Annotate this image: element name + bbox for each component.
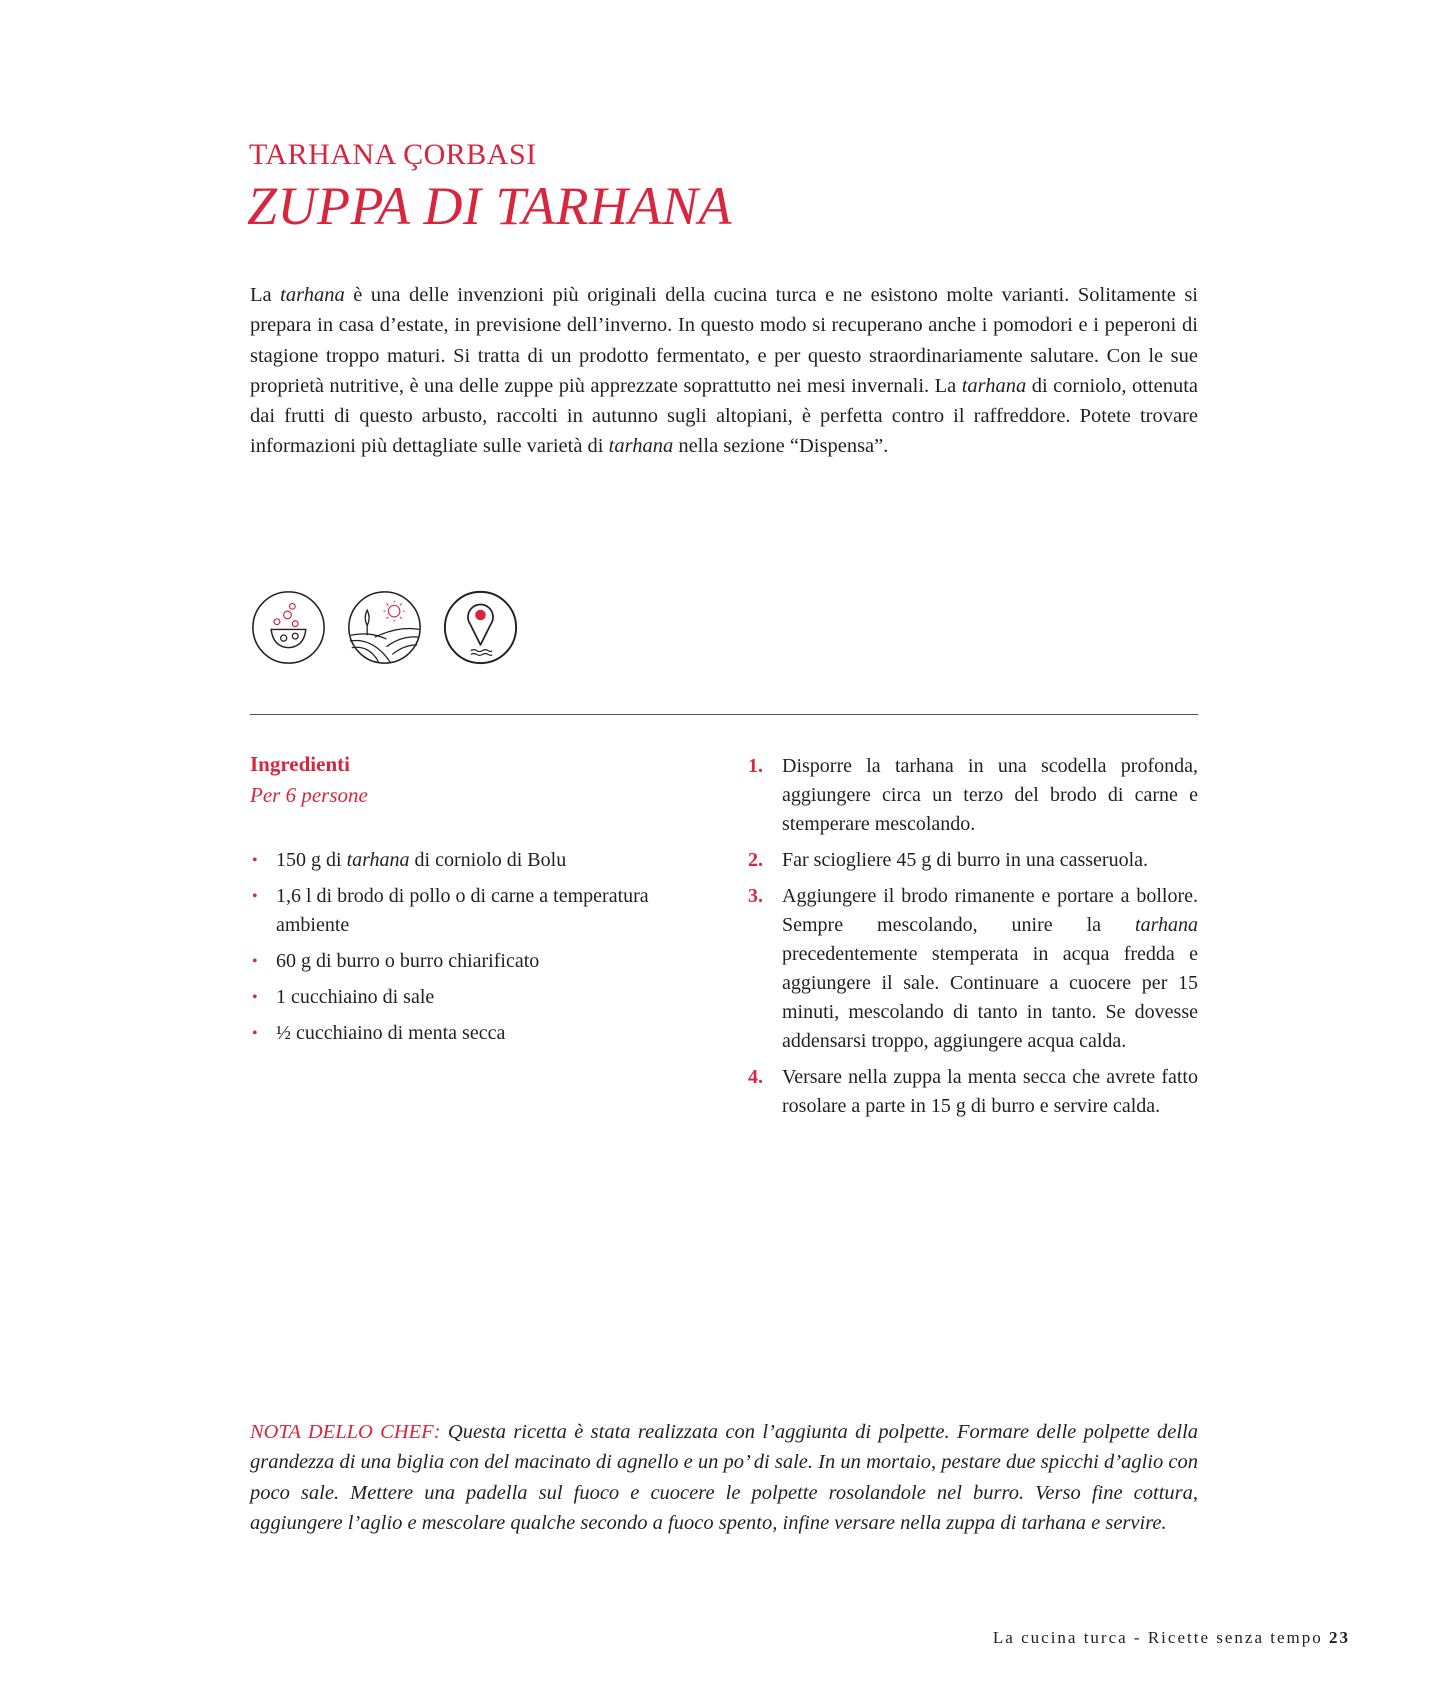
text-run: 150 g di xyxy=(276,849,347,871)
italic-term: tarhana xyxy=(1135,914,1198,936)
intro-paragraph xyxy=(250,280,1198,462)
book-title: La cucina turca - Ricette senza tempo xyxy=(992,1628,1323,1647)
ingredient-item xyxy=(250,983,700,1012)
step-number: 4. xyxy=(748,1066,763,1088)
bullet-icon: • xyxy=(252,989,258,1006)
ingredient-item xyxy=(250,1019,700,1048)
step-number: 1. xyxy=(748,755,763,777)
step-number: 3. xyxy=(748,885,763,907)
text-run: 60 g di burro o burro chiarificato xyxy=(276,950,540,972)
italic-term: tarhana xyxy=(346,849,410,871)
bullet-icon: • xyxy=(252,1025,258,1042)
text-run: 1 cucchiaino di sale xyxy=(276,986,435,1008)
text-run: 1,6 l di brodo di pollo o di carne a temperatura ambiente xyxy=(276,885,649,936)
ingredient-item xyxy=(250,846,700,875)
step-item xyxy=(748,1063,1198,1121)
soup-bowl-icon xyxy=(250,589,327,666)
step-number: 2. xyxy=(748,849,763,871)
recipe-original-name: TARHANA ÇORBASI xyxy=(249,138,537,171)
text-run: Versare nella zuppa la menta secca che avrete fatto rosolare a parte in 15 g di burro e servire calda. xyxy=(782,1066,1198,1117)
text-run: Far sciogliere 45 g di burro in una casseruola. xyxy=(782,849,1149,871)
text-run: di corniolo di Bolu xyxy=(409,849,567,871)
italic-term: tarhana xyxy=(961,374,1027,397)
chef-note-text: Questa ricetta è stata realizzata con l’aggiunta di polpette. Formare delle polpette della grandezza di una biglia con del macinato di agnello e un po’ di sale. In un mortaio, pestare due spicchi d’aglio con poco sale. Mettere una padella sul fuoco e cuocere le polpette rosolandole nel burro. Verso fine cottura, aggiungere l’aglio e mescolare qualche secondo a fuoco spento, infine versare nella zuppa di tarhana e servire. xyxy=(250,1421,1199,1534)
ingredients-list xyxy=(250,846,700,1055)
ingredients-heading: Ingredienti xyxy=(250,752,350,776)
text-run: nella sezione “Dispensa”. xyxy=(673,435,889,458)
text-run: di corniolo, ottenuta dai frutti di questo arbusto, raccolti in autunno sugli altopiani, è perfetta contro il raffreddore. Potete trovare informazioni più dettagliate sulle varietà di xyxy=(250,374,1198,458)
italic-term: tarhana xyxy=(608,435,674,458)
text-run: è una delle invenzioni più originali della cucina turca e ne esistono molte varianti. Solitamente si prepara in casa d’estate, in previsione dell’inverno. In questo modo si recuperano anche i pomodori e i peperoni di stagione troppo maturi. Si tratta di un prodotto fermentato, e per questo straordinariamente salutare. Con le sue proprietà nutritive, è una delle zuppe più apprezzate soprattutto nei mesi invernali. La xyxy=(250,284,1198,397)
step-item xyxy=(748,752,1198,839)
landscape-sun-icon xyxy=(346,589,423,666)
bullet-icon: • xyxy=(252,852,258,869)
servings-label: Per 6 persone xyxy=(250,783,368,807)
location-pin-icon xyxy=(442,589,519,666)
text-run: ½ cucchiaino di menta secca xyxy=(276,1022,506,1044)
chef-note-label: NOTA DELLO CHEF: xyxy=(250,1421,441,1443)
step-item xyxy=(748,846,1198,875)
recipe-title: ZUPPA DI TARHANA xyxy=(247,176,733,236)
page-number: 23 xyxy=(1329,1628,1350,1647)
steps-list xyxy=(748,752,1198,1128)
text-run: precedentemente stemperata in acqua fredda e aggiungere il sale. Continuare a cuocere per 15 minuti, mescolando di tanto in tanto. Se dovesse addensarsi troppo, aggiungere acqua calda. xyxy=(782,943,1198,1052)
text-run: La xyxy=(250,284,281,306)
bullet-icon: • xyxy=(252,888,258,905)
section-divider xyxy=(250,714,1198,715)
step-item xyxy=(748,882,1198,1056)
page-footer xyxy=(993,1628,1350,1648)
chef-note xyxy=(250,1417,1198,1538)
text-run: Disporre la tarhana in una scodella profonda, aggiungere circa un terzo del brodo di carne e stemperare mescolando. xyxy=(782,755,1198,835)
italic-term: tarhana xyxy=(280,284,345,306)
ingredient-item xyxy=(250,882,700,940)
text-run: Aggiungere il brodo rimanente e portare a bollore. Sempre mescolando, unire la xyxy=(782,885,1198,936)
ingredient-item xyxy=(250,947,700,976)
bullet-icon: • xyxy=(252,953,258,970)
recipe-icons xyxy=(250,589,519,666)
